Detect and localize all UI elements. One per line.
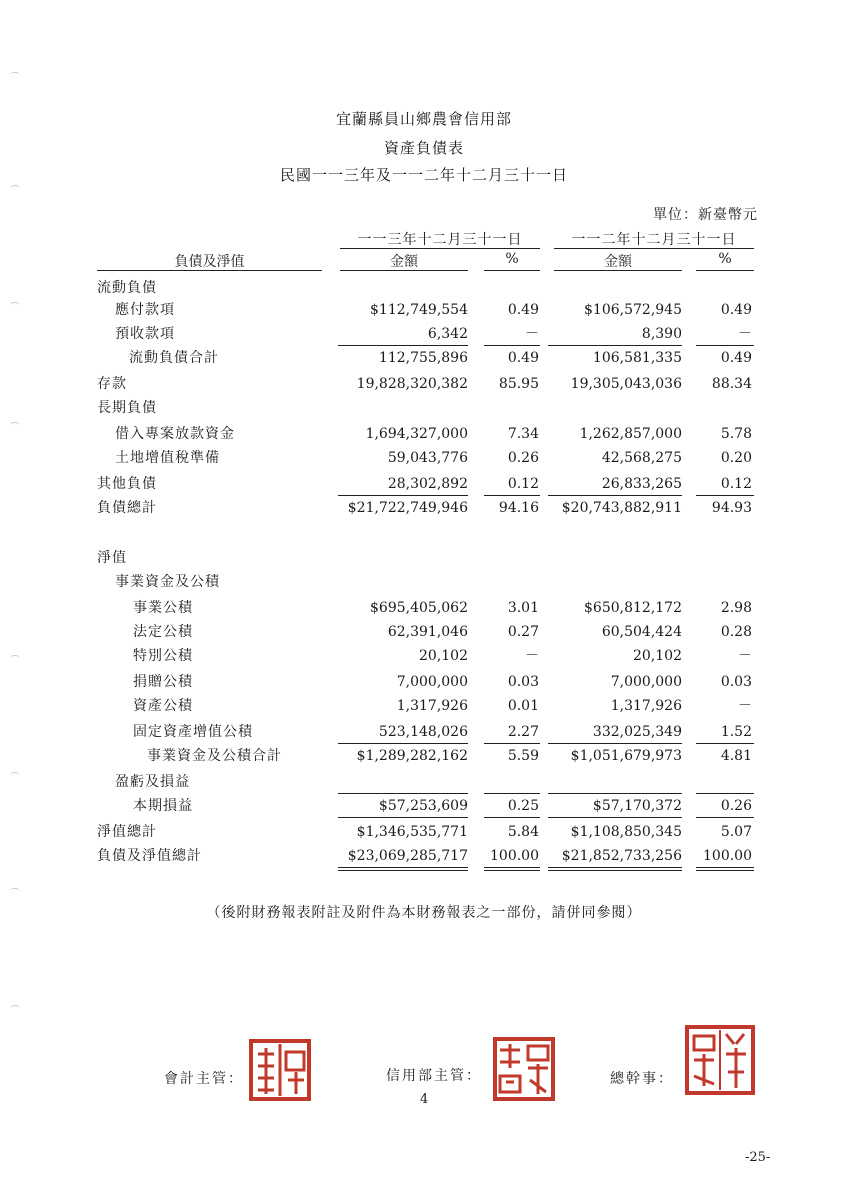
amount-2023: $21,852,733,256 (561, 848, 682, 864)
percent-2024: 0.12 (507, 476, 539, 492)
amount-2023: $650,812,172 (584, 600, 682, 616)
amount-2023: 106,581,335 (592, 350, 682, 366)
total-underline (484, 793, 540, 794)
amount-2024: $23,069,285,717 (347, 848, 468, 864)
table-row (0, 846, 848, 871)
table-row (0, 398, 848, 423)
currency-unit: 單位：新臺幣元 (653, 207, 758, 223)
table-row (0, 572, 848, 597)
total-underline (696, 867, 754, 868)
percent-2024: 0.26 (507, 450, 539, 466)
table-row (0, 646, 848, 671)
page-number: 4 (420, 1092, 429, 1107)
table-row (0, 622, 848, 647)
amount-2023: 26,833,265 (601, 476, 682, 492)
percent-2024: 5.59 (507, 748, 539, 764)
total-underline (338, 793, 468, 794)
amount1-underline (340, 270, 468, 271)
page-footer-number: -25- (745, 1150, 771, 1165)
percent-2024: 94.16 (498, 500, 539, 516)
amount-2024: 6,342 (427, 326, 468, 342)
row-label: 存款 (97, 376, 127, 392)
amount2-underline (554, 270, 682, 271)
total-underline (696, 495, 754, 496)
statement-period: 民國一一三年及一一二年十二月三十一日 (279, 166, 568, 184)
row-label: 應付款項 (115, 302, 175, 318)
year2-underline (554, 248, 754, 249)
amount2-header: 金額 (604, 254, 632, 270)
row-label: 流動負債合計 (129, 350, 219, 366)
percent-2024: － (525, 326, 539, 342)
percent2-header: % (718, 251, 732, 267)
amount-2023: 7,000,000 (610, 674, 682, 690)
table-row (0, 722, 848, 747)
total-underline (484, 743, 540, 744)
total-underline (548, 867, 682, 868)
row-label: 法定公積 (133, 624, 193, 640)
accounting-supervisor-label: 會計主管： (164, 1071, 244, 1087)
binder-hole (10, 185, 20, 192)
row-label: 事業公積 (133, 600, 193, 616)
amount-2023: $1,051,679,973 (570, 748, 682, 764)
total-underline (548, 870, 682, 871)
percent-2024: 0.03 (507, 674, 539, 690)
percent-2023: 0.28 (720, 624, 752, 640)
total-underline (548, 793, 682, 794)
general-manager-label: 總幹事： (610, 1071, 674, 1087)
percent-2023: 94.93 (711, 500, 752, 516)
row-label: 捐贈公積 (133, 674, 193, 690)
percent-2023: 4.81 (720, 748, 752, 764)
amount-2023: 8,390 (641, 326, 682, 342)
row-label: 土地增值稅準備 (115, 450, 220, 466)
total-underline (548, 817, 682, 818)
organization-name: 宜蘭縣員山鄉農會信用部 (335, 110, 512, 128)
amount-2023: 19,305,043,036 (570, 376, 682, 392)
amount-2023: 20,102 (633, 648, 682, 664)
amount-2024: 1,317,926 (396, 698, 468, 714)
percent-2024: 7.34 (507, 426, 539, 442)
credit-supervisor-seal (492, 1036, 556, 1102)
row-label: 流動負債 (97, 280, 157, 296)
amount-2023: 1,262,857,000 (579, 426, 682, 442)
percent-2023: 88.34 (711, 376, 752, 392)
year2-header: 一一二年十二月三十一日 (571, 232, 737, 248)
row-label: 本期損益 (133, 798, 193, 814)
percent-2024: 100.00 (490, 848, 539, 864)
amount-2024: $1,346,535,771 (356, 824, 468, 840)
amount-2024: $695,405,062 (370, 600, 468, 616)
binder-hole (10, 888, 20, 895)
amount-2023: 1,317,926 (610, 698, 682, 714)
percent-2023: 0.26 (720, 798, 752, 814)
percent-2024: 85.95 (498, 376, 539, 392)
percent2-underline (696, 270, 754, 271)
total-underline (484, 867, 540, 868)
row-label: 負債及淨值總計 (97, 848, 202, 864)
total-underline (338, 345, 468, 346)
percent-2024: 0.49 (507, 302, 539, 318)
amount-2023: $106,572,945 (584, 302, 682, 318)
row-label: 資產公積 (133, 698, 193, 714)
amount-2024: 19,828,320,382 (356, 376, 468, 392)
credit-supervisor-label: 信用部主管： (386, 1068, 482, 1084)
table-row (0, 796, 848, 821)
table-row (0, 348, 848, 373)
year1-underline (340, 248, 540, 249)
amount-2024: $1,289,282,162 (356, 748, 468, 764)
amount-2024: 7,000,000 (396, 674, 468, 690)
amount-2023: 42,568,275 (601, 450, 682, 466)
percent-2024: 5.84 (507, 824, 539, 840)
total-underline (696, 345, 754, 346)
item-column-header: 負債及淨值 (174, 254, 245, 270)
row-label: 其他負債 (97, 476, 157, 492)
statement-title: 資產負債表 (383, 139, 464, 157)
table-row (0, 598, 848, 623)
total-underline (696, 817, 754, 818)
row-label: 負債總計 (97, 500, 157, 516)
total-underline (484, 817, 540, 818)
table-row (0, 696, 848, 721)
percent-2024: 0.27 (507, 624, 539, 640)
row-label: 固定資產增值公積 (133, 724, 253, 740)
statement-note: （後附財務報表附註及附件為本財務報表之一部份，請併同參閱） (206, 905, 642, 921)
total-underline (696, 793, 754, 794)
table-row (0, 374, 848, 399)
table-row (0, 672, 848, 697)
table-row (0, 548, 848, 573)
row-label: 淨值 (97, 550, 127, 566)
accounting-supervisor-seal (248, 1038, 312, 1102)
general-manager-seal (684, 1024, 756, 1096)
percent1-header: % (505, 251, 519, 267)
total-underline (338, 495, 468, 496)
amount-2024: 1,694,327,000 (365, 426, 468, 442)
row-label: 借入專案放款資金 (115, 426, 235, 442)
table-row (0, 746, 848, 771)
total-underline (338, 867, 468, 868)
item-header-underline (97, 270, 322, 271)
total-underline (484, 495, 540, 496)
percent-2023: 5.07 (720, 824, 752, 840)
percent-2023: 100.00 (703, 848, 752, 864)
row-label: 事業資金及公積 (115, 574, 220, 590)
total-underline (696, 870, 754, 871)
row-label: 淨值總計 (97, 824, 157, 840)
table-row (0, 448, 848, 473)
amount-2024: $21,722,749,946 (347, 500, 468, 516)
amount-2024: 28,302,892 (387, 476, 468, 492)
amount-2024: 59,043,776 (387, 450, 468, 466)
amount-2023: $1,108,850,345 (570, 824, 682, 840)
percent-2023: 0.49 (720, 302, 752, 318)
percent-2023: 0.03 (720, 674, 752, 690)
row-label: 特別公積 (133, 648, 193, 664)
total-underline (338, 870, 468, 871)
table-row (0, 324, 848, 349)
percent-2023: － (738, 326, 752, 342)
percent-2024: 2.27 (507, 724, 539, 740)
total-underline (696, 743, 754, 744)
percent-2024: 0.01 (507, 698, 539, 714)
amount-2024: 20,102 (419, 648, 468, 664)
table-row (0, 772, 848, 797)
amount-2024: $57,253,609 (378, 798, 468, 814)
percent-2023: － (738, 648, 752, 664)
year1-header: 一一三年十二月三十一日 (357, 232, 523, 248)
percent-2023: 5.78 (720, 426, 752, 442)
percent-2023: 0.20 (720, 450, 752, 466)
total-underline (484, 345, 540, 346)
percent-2024: 3.01 (507, 600, 539, 616)
table-row (0, 822, 848, 847)
total-underline (548, 345, 682, 346)
total-underline (548, 495, 682, 496)
row-label: 預收款項 (115, 326, 175, 342)
amount1-header: 金額 (390, 254, 418, 270)
percent-2023: 0.12 (720, 476, 752, 492)
table-row (0, 424, 848, 449)
amount-2023: $57,170,372 (592, 798, 682, 814)
table-row (0, 474, 848, 499)
total-underline (338, 743, 468, 744)
percent-2024: 0.49 (507, 350, 539, 366)
amount-2024: 523,148,026 (378, 724, 468, 740)
table-row (0, 498, 848, 523)
percent-2023: － (738, 698, 752, 714)
row-label: 長期負債 (97, 400, 157, 416)
total-underline (548, 743, 682, 744)
percent-2024: 0.25 (507, 798, 539, 814)
binder-hole (10, 1005, 20, 1012)
percent1-underline (484, 270, 540, 271)
percent-2023: 1.52 (720, 724, 752, 740)
binder-hole (10, 72, 20, 79)
row-label: 事業資金及公積合計 (147, 748, 282, 764)
amount-2023: $20,743,882,911 (561, 500, 682, 516)
percent-2023: 2.98 (720, 600, 752, 616)
total-underline (484, 870, 540, 871)
amount-2024: 112,755,896 (378, 350, 468, 366)
percent-2023: 0.49 (720, 350, 752, 366)
percent-2024: － (525, 648, 539, 664)
amount-2023: 60,504,424 (601, 624, 682, 640)
table-row (0, 300, 848, 325)
total-underline (338, 817, 468, 818)
amount-2024: $112,749,554 (370, 302, 468, 318)
row-label: 盈虧及損益 (115, 774, 190, 790)
amount-2023: 332,025,349 (592, 724, 682, 740)
amount-2024: 62,391,046 (387, 624, 468, 640)
